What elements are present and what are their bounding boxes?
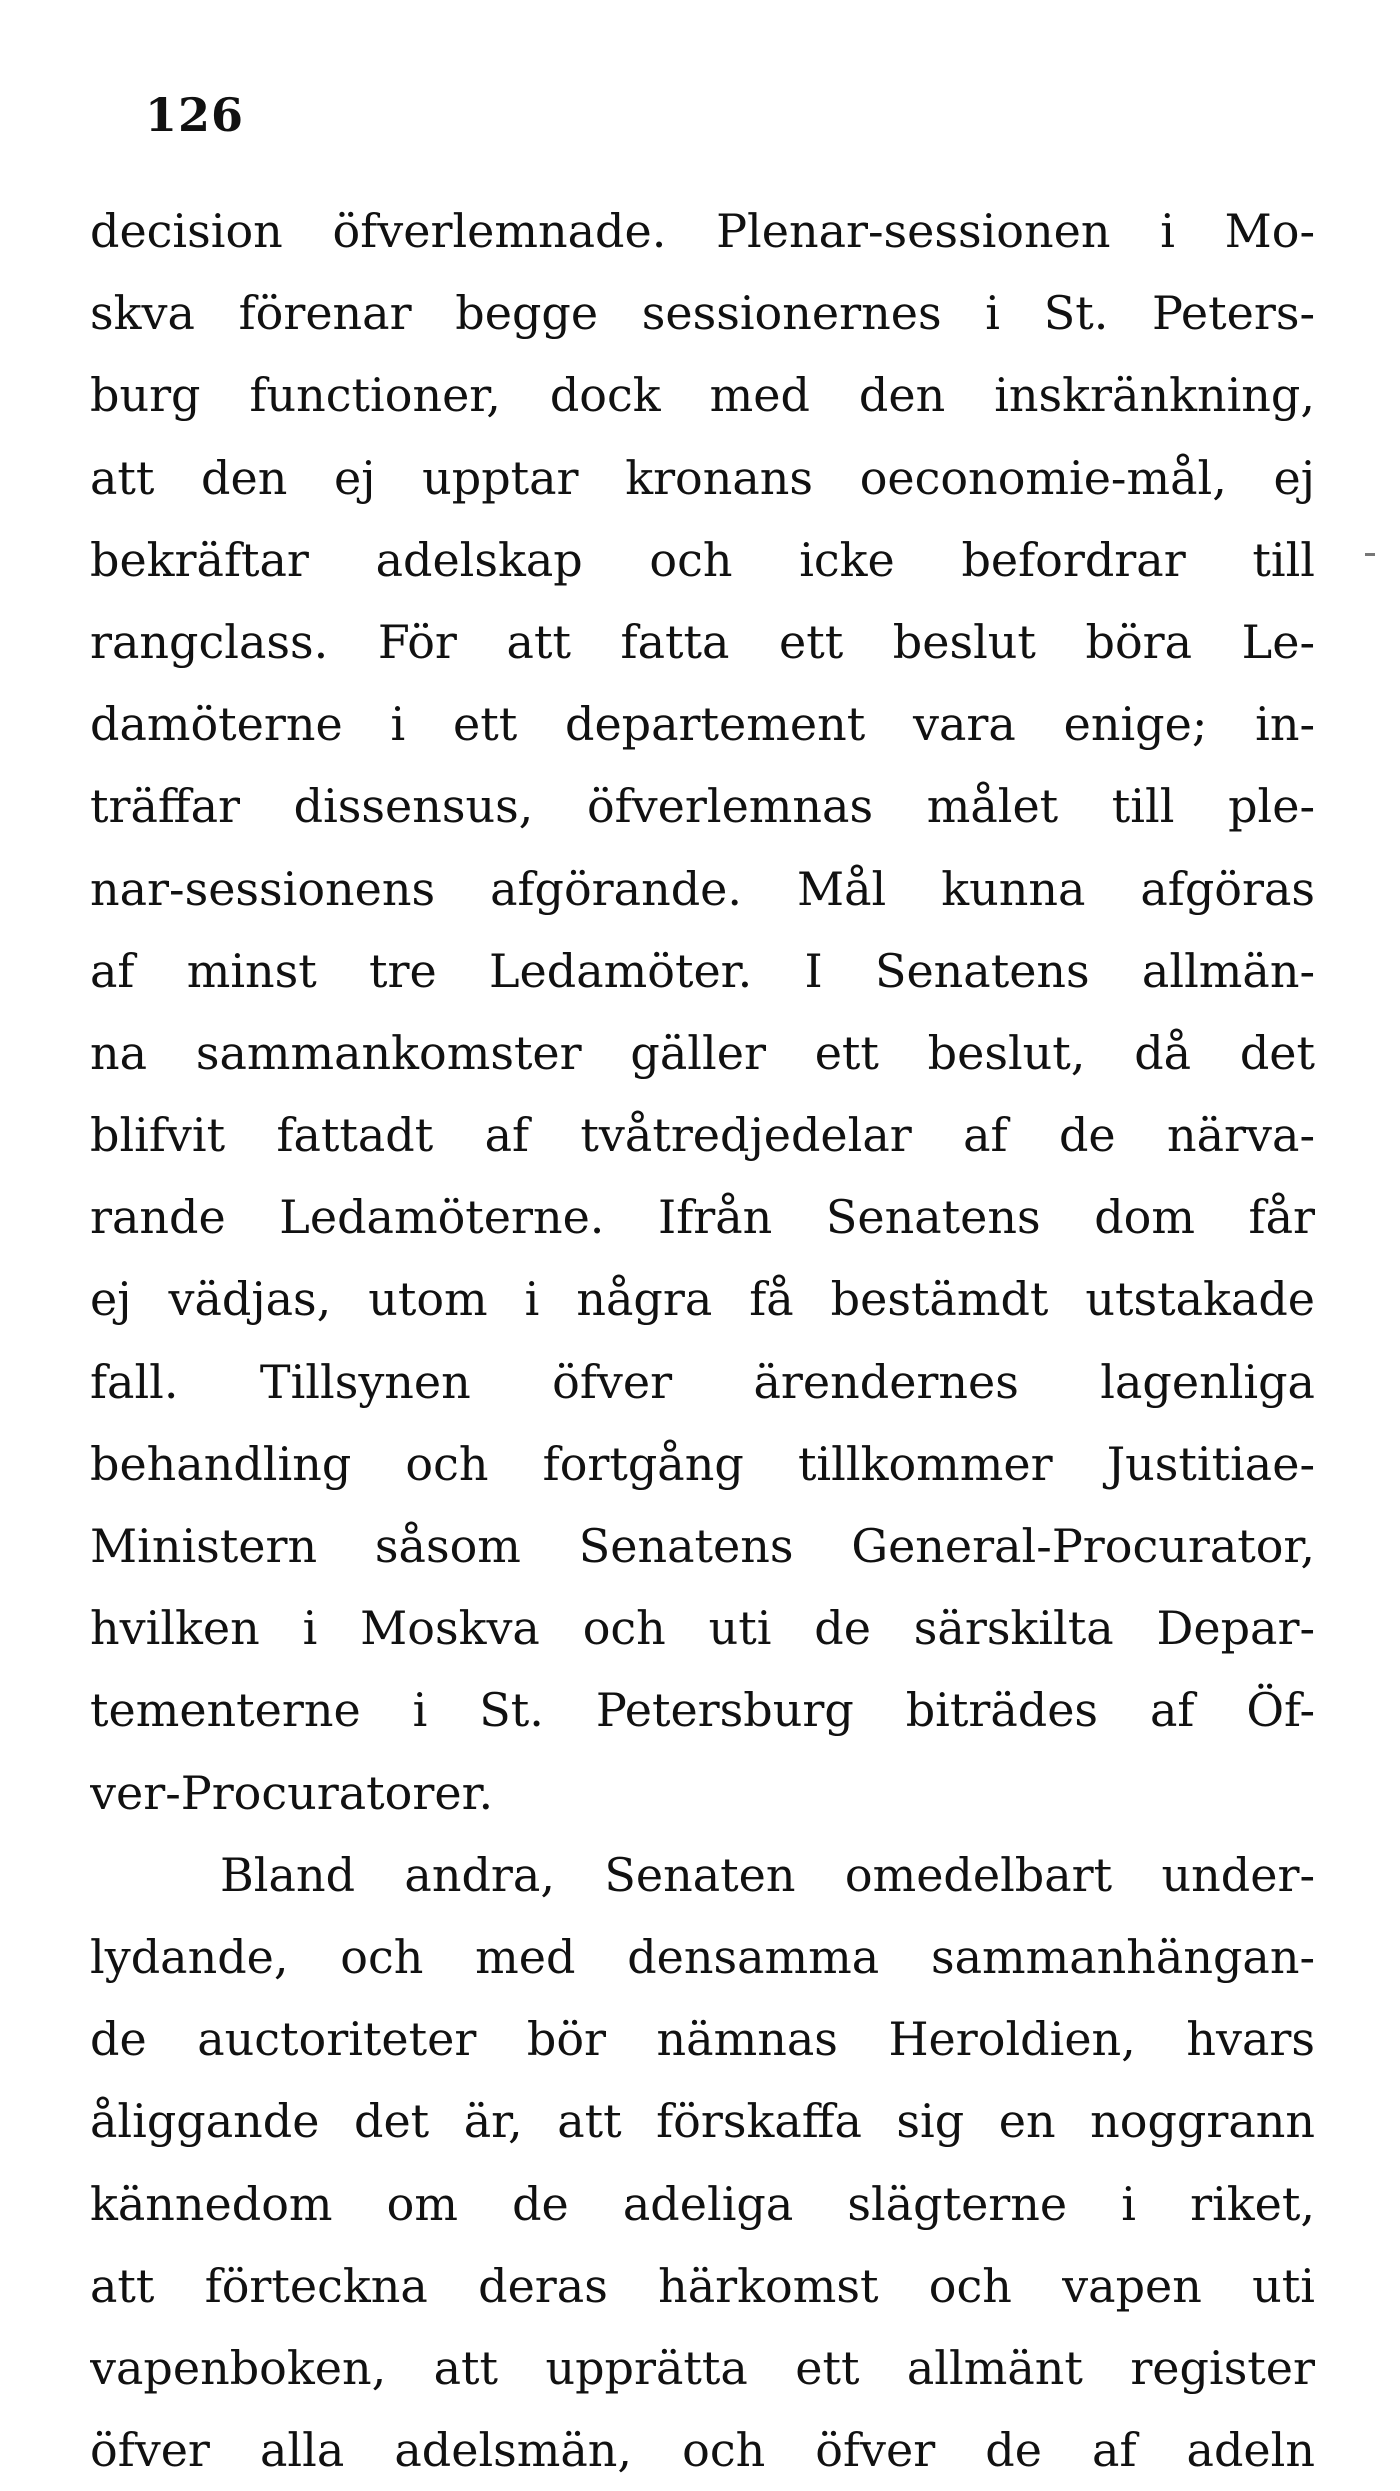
text-line: vapenboken, att upprätta ett allmänt register	[90, 2340, 1315, 2395]
paragraph-last-line: ver-Procuratorer.	[90, 1765, 494, 1820]
text-line: na sammankomster gäller ett beslut, då det	[90, 1025, 1315, 1080]
text-line: rande Ledamöterne. Ifrån Senatens dom får	[90, 1190, 1315, 1245]
text-line: bekräftar adelskap och icke befordrar till	[90, 532, 1315, 587]
text-line: damöterne i ett departement vara enige; in-	[90, 697, 1315, 752]
text-line: decision öfverlemnade. Plenar-sessionen i Mo-	[90, 204, 1315, 258]
text-line: hvilken i Moskva och uti de särskilta Depar-	[90, 1601, 1315, 1656]
text-line: ej vädjas, utom i några få bestämdt utstakade	[90, 1272, 1315, 1327]
text-line: behandling och fortgång tillkommer Justitiae-	[90, 1436, 1315, 1491]
text-line: åliggande det är, att förskaffa sig en noggrann	[90, 2094, 1315, 2149]
text-line: öfver alla adelsmän, och öfver de af adeln	[90, 2423, 1315, 2478]
text-line: lydande, och med densamma sammanhängan-	[90, 1929, 1315, 1984]
text-line: skva förenar begge sessionernes i St. Peters-	[90, 286, 1315, 341]
text-line: nar-sessionens afgörande. Mål kunna afgöras	[90, 861, 1315, 916]
body-text	[90, 190, 1315, 2491]
page-number: 126	[145, 88, 245, 142]
text-line: fall. Tillsynen öfver ärendernes lagenliga	[90, 1354, 1315, 1409]
text-line: tementerne i St. Petersburg biträdes af Öf-	[90, 1683, 1315, 1738]
text-line: burg functioner, dock med den inskränkning,	[90, 368, 1315, 423]
text-line: rangclass. För att fatta ett beslut böra Le-	[90, 614, 1315, 669]
text-line: att förteckna deras härkomst och vapen uti	[90, 2258, 1315, 2313]
text-line: af minst tre Ledamöter. I Senatens allmän-	[90, 943, 1315, 998]
text-line: de auctoriteter bör nämnas Heroldien, hvars	[90, 2012, 1315, 2067]
margin-mark	[1365, 553, 1375, 556]
text-line: kännedom om de adeliga slägterne i riket,	[90, 2176, 1315, 2231]
text-line: träffar dissensus, öfverlemnas målet till ple-	[90, 779, 1315, 834]
text-line: Ministern såsom Senatens General-Procurator,	[90, 1519, 1315, 1573]
paragraph-first-line: Bland andra, Senaten omedelbart under-	[220, 1847, 1315, 1902]
text-line: att den ej upptar kronans oeconomie-mål, ej	[90, 450, 1315, 505]
text-line: blifvit fattadt af tvåtredjedelar af de närva-	[90, 1108, 1315, 1163]
